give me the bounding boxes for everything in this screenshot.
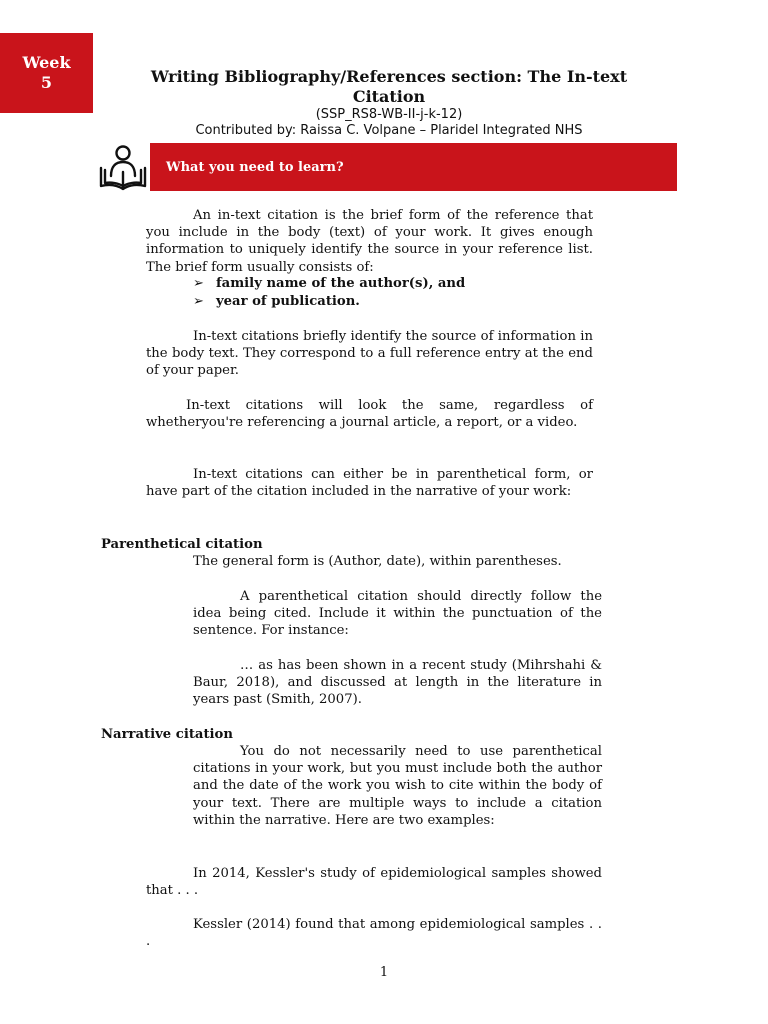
- section-heading-parenthetical: Parenthetical citation: [101, 537, 263, 552]
- example-sentence: In 2014, Kessler's study of epidemiological samples showed that . . .: [146, 866, 602, 899]
- week-number: 5: [40, 73, 53, 92]
- paragraph: In-text citations will look the same, regardless of whetheryou're referencing a journal article, a report, or a video.: [146, 398, 593, 431]
- page-title: Writing Bibliography/References section: The In-text Citation: [150, 67, 628, 106]
- week-label: Week: [22, 53, 71, 72]
- learn-banner: [150, 143, 677, 191]
- paragraph: A parenthetical citation should directly follow the idea being cited. Include it within the punctuation of the sentence. For instance:: [193, 589, 602, 639]
- example-quote: … as has been shown in a recent study (Mihrshahi & Baur, 2018), and discussed at length in the literature in years past (Smith, 2007).: [193, 658, 602, 708]
- paragraph: The general form is (Author, date), within parentheses.: [193, 554, 562, 569]
- bullet-item: ➢ year of publication.: [193, 294, 360, 309]
- arrow-bullet-icon: ➢: [193, 276, 205, 291]
- section-heading-narrative: Narrative citation: [101, 727, 233, 742]
- arrow-bullet-icon: ➢: [193, 294, 205, 309]
- paragraph: You do not necessarily need to use parenthetical citations in your work, but you must include both the author and the date of the work you wish to cite within the body of your text. There are multiple ways to include a citation within the narrative. Here are two examples:: [193, 744, 602, 828]
- example-sentence: Kessler (2014) found that among epidemiological samples . . .: [146, 917, 602, 950]
- paragraph: In-text citations briefly identify the source of information in the body text. They correspond to a full reference entry at the end of your paper.: [146, 329, 593, 379]
- intro-paragraph: An in-text citation is the brief form of the reference that you include in the body (text) of your work. It gives enough information to uniquely identify the source in your reference list. The brief form usually consists of:: [146, 208, 593, 275]
- learn-banner-label: What you need to learn?: [166, 159, 344, 175]
- reading-person-icon: [97, 142, 149, 194]
- paragraph: In-text citations can either be in parenthetical form, or have part of the citation included in the narrative of your work:: [146, 467, 593, 500]
- week-badge: [0, 33, 93, 113]
- bullet-item: ➢ family name of the author(s), and: [193, 276, 466, 291]
- page-number: 1: [379, 965, 389, 980]
- contributor-line: Contributed by: Raissa C. Volpane – Plaridel Integrated NHS: [195, 123, 583, 138]
- competency-code: (SSP_RS8-WB-II-j-k-12): [315, 107, 463, 122]
